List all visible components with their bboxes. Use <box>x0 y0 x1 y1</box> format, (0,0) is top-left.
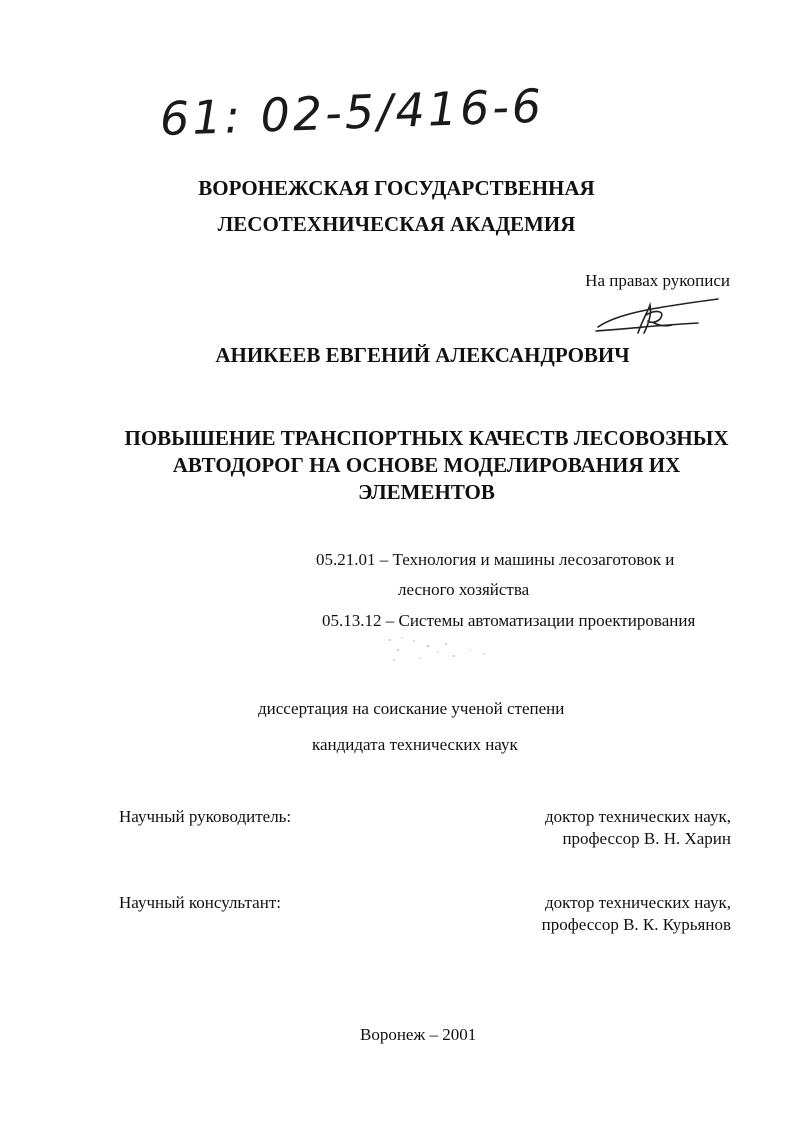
degree-line-1: диссертация на соискание ученой степени <box>258 699 565 718</box>
author-name: АНИКЕЕВ ЕВГЕНИЙ АЛЕКСАНДРОВИЧ <box>215 343 630 367</box>
supervisor-name: профессор В. Н. Харин <box>562 829 731 848</box>
specialty-2: 05.13.12 – Системы автоматизации проектирования <box>322 611 696 630</box>
rights-note: На правах рукописи <box>585 271 730 290</box>
organization-line-2: ЛЕСОТЕХНИЧЕСКАЯ АКАДЕМИЯ <box>217 212 576 236</box>
stamp-smudge-icon <box>380 632 500 672</box>
dissertation-title <box>60 425 793 506</box>
organization-line-1: ВОРОНЕЖСКАЯ ГОСУДАРСТВЕННАЯ <box>198 176 595 200</box>
registry-number: 61: 02-5/416-6 <box>159 78 545 146</box>
supervisor-label: Научный руководитель: <box>119 807 292 826</box>
supervisor-degree: доктор технических наук, <box>544 807 731 826</box>
city-year: Воронеж – 2001 <box>360 1025 477 1044</box>
specialty-1-line-2: лесного хозяйства <box>398 580 530 599</box>
consultant-name: профессор В. К. Курьянов <box>541 915 731 934</box>
title-line: ЭЛЕМЕНТОВ <box>358 480 495 504</box>
signature-icon <box>588 293 728 341</box>
consultant-label: Научный консультант: <box>119 893 281 912</box>
degree-line-2: кандидата технических наук <box>312 735 518 754</box>
title-line: АВТОДОРОГ НА ОСНОВЕ МОДЕЛИРОВАНИЯ ИХ <box>172 453 681 477</box>
title-line: ПОВЫШЕНИЕ ТРАНСПОРТНЫХ КАЧЕСТВ ЛЕСОВОЗНЫХ <box>124 426 729 450</box>
specialty-1-line-1: 05.21.01 – Технология и машины лесозаготовок и <box>316 550 675 569</box>
consultant-degree: доктор технических наук, <box>544 893 731 912</box>
